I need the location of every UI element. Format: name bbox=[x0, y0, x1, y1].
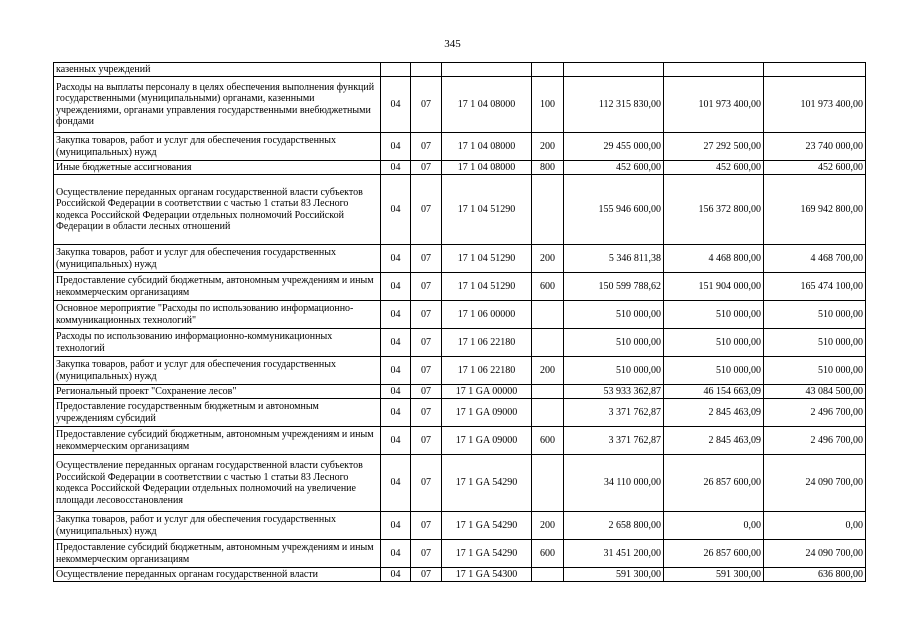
amount-year-1-cell: 155 946 600,00 bbox=[564, 175, 664, 245]
section-code-cell: 04 bbox=[381, 427, 411, 455]
amount-year-2-cell: 156 372 800,00 bbox=[664, 175, 764, 245]
amount-year-2-cell: 452 600,00 bbox=[664, 161, 764, 175]
expense-type-cell bbox=[532, 385, 564, 399]
expense-type-cell: 800 bbox=[532, 161, 564, 175]
section-code-cell: 04 bbox=[381, 357, 411, 385]
amount-year-3-cell: 636 800,00 bbox=[764, 568, 866, 582]
target-article-cell: 17 1 06 22180 bbox=[442, 329, 532, 357]
amount-year-1-cell: 34 110 000,00 bbox=[564, 455, 664, 512]
expense-type-cell bbox=[532, 455, 564, 512]
table-row bbox=[54, 301, 866, 329]
subsection-code-cell: 07 bbox=[411, 427, 442, 455]
section-code-cell: 04 bbox=[381, 273, 411, 301]
table-row bbox=[54, 427, 866, 455]
expense-name-cell: Региональный проект "Сохранение лесов" bbox=[54, 385, 381, 399]
amount-year-1-cell: 510 000,00 bbox=[564, 329, 664, 357]
target-article-cell: 17 1 GA 54290 bbox=[442, 540, 532, 568]
table-row bbox=[54, 385, 866, 399]
amount-year-2-cell: 26 857 600,00 bbox=[664, 540, 764, 568]
target-article-cell: 17 1 GA 54290 bbox=[442, 512, 532, 540]
expense-name-cell: Осуществление переданных органам государственной власти bbox=[54, 568, 381, 582]
section-code-cell: 04 bbox=[381, 77, 411, 133]
section-code-cell: 04 bbox=[381, 512, 411, 540]
amount-year-2-cell: 151 904 000,00 bbox=[664, 273, 764, 301]
subsection-code-cell: 07 bbox=[411, 161, 442, 175]
amount-year-1-cell: 53 933 362,87 bbox=[564, 385, 664, 399]
target-article-cell: 17 1 04 51290 bbox=[442, 175, 532, 245]
target-article-cell: 17 1 04 08000 bbox=[442, 161, 532, 175]
target-article-cell: 17 1 GA 54300 bbox=[442, 568, 532, 582]
amount-year-2-cell bbox=[664, 63, 764, 77]
expense-name-cell: Расходы на выплаты персоналу в целях обеспечения выполнения функций государственными (муниципальными) органами, казенными учреждениями, органами управления государственными внебюджетными фондами bbox=[54, 77, 381, 133]
budget-table bbox=[53, 62, 866, 582]
amount-year-1-cell bbox=[564, 63, 664, 77]
amount-year-1-cell: 510 000,00 bbox=[564, 301, 664, 329]
table-row bbox=[54, 540, 866, 568]
expense-type-cell bbox=[532, 568, 564, 582]
amount-year-2-cell: 101 973 400,00 bbox=[664, 77, 764, 133]
subsection-code-cell: 07 bbox=[411, 175, 442, 245]
amount-year-3-cell: 2 496 700,00 bbox=[764, 399, 866, 427]
subsection-code-cell: 07 bbox=[411, 273, 442, 301]
table-row bbox=[54, 357, 866, 385]
amount-year-2-cell: 591 300,00 bbox=[664, 568, 764, 582]
expense-type-cell: 100 bbox=[532, 77, 564, 133]
table-row bbox=[54, 329, 866, 357]
expense-name-cell: казенных учреждений bbox=[54, 63, 381, 77]
table-row bbox=[54, 512, 866, 540]
subsection-code-cell: 07 bbox=[411, 399, 442, 427]
expense-type-cell: 200 bbox=[532, 245, 564, 273]
expense-name-cell: Предоставление государственным бюджетным и автономным учреждениям субсидий bbox=[54, 399, 381, 427]
expense-type-cell bbox=[532, 175, 564, 245]
section-code-cell: 04 bbox=[381, 399, 411, 427]
amount-year-3-cell: 24 090 700,00 bbox=[764, 455, 866, 512]
subsection-code-cell: 07 bbox=[411, 357, 442, 385]
amount-year-2-cell: 4 468 800,00 bbox=[664, 245, 764, 273]
section-code-cell: 04 bbox=[381, 301, 411, 329]
expense-name-cell: Иные бюджетные ассигнования bbox=[54, 161, 381, 175]
section-code-cell: 04 bbox=[381, 385, 411, 399]
amount-year-2-cell: 510 000,00 bbox=[664, 357, 764, 385]
target-article-cell: 17 1 04 51290 bbox=[442, 273, 532, 301]
target-article-cell: 17 1 04 51290 bbox=[442, 245, 532, 273]
expense-type-cell bbox=[532, 399, 564, 427]
expense-type-cell: 200 bbox=[532, 357, 564, 385]
amount-year-1-cell: 2 658 800,00 bbox=[564, 512, 664, 540]
table-row bbox=[54, 399, 866, 427]
subsection-code-cell: 07 bbox=[411, 329, 442, 357]
expense-type-cell: 200 bbox=[532, 512, 564, 540]
subsection-code-cell: 07 bbox=[411, 133, 442, 161]
amount-year-3-cell: 23 740 000,00 bbox=[764, 133, 866, 161]
amount-year-1-cell: 150 599 788,62 bbox=[564, 273, 664, 301]
subsection-code-cell: 07 bbox=[411, 512, 442, 540]
expense-name-cell: Предоставление субсидий бюджетным, автономным учреждениям и иным некоммерческим организациям bbox=[54, 427, 381, 455]
table-row bbox=[54, 455, 866, 512]
table-row bbox=[54, 175, 866, 245]
amount-year-3-cell: 510 000,00 bbox=[764, 301, 866, 329]
amount-year-1-cell: 591 300,00 bbox=[564, 568, 664, 582]
section-code-cell: 04 bbox=[381, 540, 411, 568]
section-code-cell bbox=[381, 63, 411, 77]
expense-type-cell: 200 bbox=[532, 133, 564, 161]
expense-type-cell bbox=[532, 329, 564, 357]
amount-year-3-cell: 510 000,00 bbox=[764, 329, 866, 357]
expense-name-cell: Основное мероприятие "Расходы по использованию информационно-коммуникационных технологий" bbox=[54, 301, 381, 329]
amount-year-1-cell: 31 451 200,00 bbox=[564, 540, 664, 568]
subsection-code-cell: 07 bbox=[411, 301, 442, 329]
table-row bbox=[54, 568, 866, 582]
budget-table-body bbox=[54, 63, 866, 582]
table-row bbox=[54, 273, 866, 301]
amount-year-3-cell: 510 000,00 bbox=[764, 357, 866, 385]
table-row bbox=[54, 133, 866, 161]
expense-type-cell bbox=[532, 63, 564, 77]
expense-name-cell: Закупка товаров, работ и услуг для обеспечения государственных (муниципальных) нужд bbox=[54, 512, 381, 540]
section-code-cell: 04 bbox=[381, 175, 411, 245]
amount-year-1-cell: 3 371 762,87 bbox=[564, 399, 664, 427]
section-code-cell: 04 bbox=[381, 133, 411, 161]
table-row bbox=[54, 161, 866, 175]
subsection-code-cell: 07 bbox=[411, 540, 442, 568]
expense-type-cell bbox=[532, 301, 564, 329]
subsection-code-cell: 07 bbox=[411, 385, 442, 399]
page-number: 345 bbox=[444, 38, 461, 50]
amount-year-1-cell: 29 455 000,00 bbox=[564, 133, 664, 161]
amount-year-3-cell: 2 496 700,00 bbox=[764, 427, 866, 455]
section-code-cell: 04 bbox=[381, 568, 411, 582]
amount-year-2-cell: 2 845 463,09 bbox=[664, 427, 764, 455]
expense-name-cell: Закупка товаров, работ и услуг для обеспечения государственных (муниципальных) нужд bbox=[54, 357, 381, 385]
subsection-code-cell: 07 bbox=[411, 568, 442, 582]
amount-year-1-cell: 5 346 811,38 bbox=[564, 245, 664, 273]
amount-year-3-cell: 4 468 700,00 bbox=[764, 245, 866, 273]
amount-year-3-cell: 0,00 bbox=[764, 512, 866, 540]
table-row bbox=[54, 77, 866, 133]
expense-name-cell: Осуществление переданных органам государственной власти субъектов Российской Федерации в соответствии с частью 1 статьи 83 Лесного кодекса Российской Федерации отдельных полномочий на увеличение площади лесовосстановления bbox=[54, 455, 381, 512]
expense-name-cell: Закупка товаров, работ и услуг для обеспечения государственных (муниципальных) нужд bbox=[54, 245, 381, 273]
amount-year-1-cell: 112 315 830,00 bbox=[564, 77, 664, 133]
amount-year-3-cell: 452 600,00 bbox=[764, 161, 866, 175]
amount-year-2-cell: 27 292 500,00 bbox=[664, 133, 764, 161]
amount-year-1-cell: 3 371 762,87 bbox=[564, 427, 664, 455]
target-article-cell: 17 1 04 08000 bbox=[442, 77, 532, 133]
expense-name-cell: Закупка товаров, работ и услуг для обеспечения государственных (муниципальных) нужд bbox=[54, 133, 381, 161]
amount-year-3-cell bbox=[764, 63, 866, 77]
amount-year-2-cell: 510 000,00 bbox=[664, 329, 764, 357]
expense-name-cell: Осуществление переданных органам государственной власти субъектов Российской Федерации в соответствии с частью 1 статьи 83 Лесного кодекса Российской Федерации отдельных полномочий Российской Федерации в области лесных отношений bbox=[54, 175, 381, 245]
amount-year-2-cell: 46 154 663,09 bbox=[664, 385, 764, 399]
target-article-cell: 17 1 06 22180 bbox=[442, 357, 532, 385]
section-code-cell: 04 bbox=[381, 455, 411, 512]
expense-type-cell: 600 bbox=[532, 540, 564, 568]
expense-name-cell: Предоставление субсидий бюджетным, автономным учреждениям и иным некоммерческим организациям bbox=[54, 273, 381, 301]
amount-year-3-cell: 165 474 100,00 bbox=[764, 273, 866, 301]
amount-year-2-cell: 26 857 600,00 bbox=[664, 455, 764, 512]
target-article-cell bbox=[442, 63, 532, 77]
amount-year-2-cell: 2 845 463,09 bbox=[664, 399, 764, 427]
subsection-code-cell: 07 bbox=[411, 77, 442, 133]
amount-year-3-cell: 43 084 500,00 bbox=[764, 385, 866, 399]
subsection-code-cell: 07 bbox=[411, 245, 442, 273]
table-row bbox=[54, 63, 866, 77]
target-article-cell: 17 1 04 08000 bbox=[442, 133, 532, 161]
expense-name-cell: Расходы по использованию информационно-коммуникационных технологий bbox=[54, 329, 381, 357]
amount-year-1-cell: 452 600,00 bbox=[564, 161, 664, 175]
section-code-cell: 04 bbox=[381, 329, 411, 357]
target-article-cell: 17 1 GA 54290 bbox=[442, 455, 532, 512]
expense-name-cell: Предоставление субсидий бюджетным, автономным учреждениям и иным некоммерческим организациям bbox=[54, 540, 381, 568]
section-code-cell: 04 bbox=[381, 161, 411, 175]
target-article-cell: 17 1 GA 09000 bbox=[442, 399, 532, 427]
target-article-cell: 17 1 GA 00000 bbox=[442, 385, 532, 399]
amount-year-3-cell: 169 942 800,00 bbox=[764, 175, 866, 245]
amount-year-2-cell: 510 000,00 bbox=[664, 301, 764, 329]
amount-year-1-cell: 510 000,00 bbox=[564, 357, 664, 385]
expense-type-cell: 600 bbox=[532, 427, 564, 455]
subsection-code-cell bbox=[411, 63, 442, 77]
section-code-cell: 04 bbox=[381, 245, 411, 273]
target-article-cell: 17 1 GA 09000 bbox=[442, 427, 532, 455]
amount-year-3-cell: 24 090 700,00 bbox=[764, 540, 866, 568]
expense-type-cell: 600 bbox=[532, 273, 564, 301]
target-article-cell: 17 1 06 00000 bbox=[442, 301, 532, 329]
amount-year-3-cell: 101 973 400,00 bbox=[764, 77, 866, 133]
table-row bbox=[54, 245, 866, 273]
subsection-code-cell: 07 bbox=[411, 455, 442, 512]
amount-year-2-cell: 0,00 bbox=[664, 512, 764, 540]
